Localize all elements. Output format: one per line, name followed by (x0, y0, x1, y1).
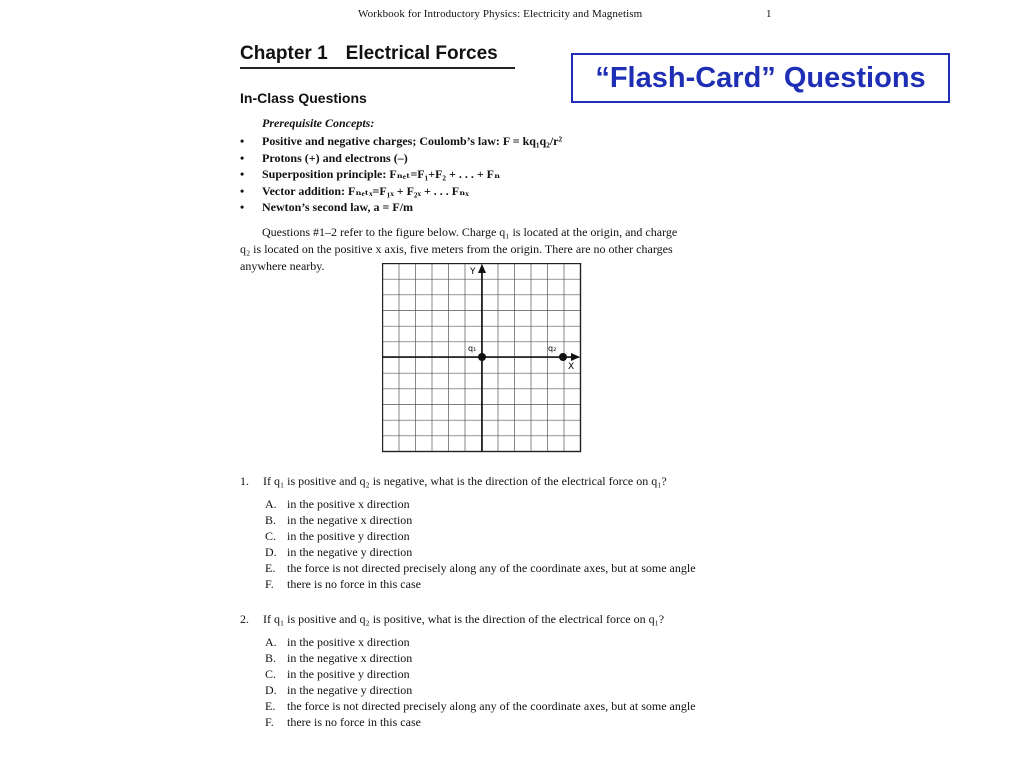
prerequisite-text: Newton’s second law, a = F/m (262, 200, 414, 214)
charge-q2 (559, 353, 567, 361)
option-text: there is no force in this case (287, 577, 421, 591)
q2-label: q₂ (548, 344, 557, 353)
charge-position-figure (382, 263, 582, 453)
prerequisite-item (240, 151, 562, 168)
prerequisite-item (240, 167, 562, 184)
answer-option[interactable] (265, 715, 696, 731)
option-text: in the negative x direction (287, 651, 413, 665)
question-number: 1. (240, 474, 249, 488)
bullet-icon: • (240, 183, 245, 198)
prerequisite-list (240, 134, 562, 217)
answer-option[interactable] (265, 513, 696, 529)
option-text: in the positive x direction (287, 635, 410, 649)
question-1-options (265, 497, 696, 593)
flash-card-label-box (571, 53, 950, 103)
question-number: 2. (240, 612, 249, 626)
option-text: in the positive y direction (287, 529, 410, 543)
option-letter: A. (265, 497, 277, 511)
bullet-icon: • (240, 150, 245, 165)
answer-option[interactable] (265, 529, 696, 545)
intro-line: q₂ is located on the positive x axis, five meters from the origin. There are no other charges (240, 242, 673, 256)
charge-q1 (478, 353, 486, 361)
prerequisite-item (240, 200, 562, 217)
q1-label: q₁ (468, 344, 477, 353)
answer-option[interactable] (265, 683, 696, 699)
chapter-title: Electrical Forces (345, 43, 498, 64)
question-2 (240, 612, 664, 627)
chapter-number: Chapter 1 (240, 43, 328, 64)
flash-card-label: “Flash-Card” Questions (595, 61, 926, 94)
option-letter: A. (265, 635, 277, 649)
option-letter: F. (265, 715, 274, 729)
answer-option[interactable] (265, 561, 696, 577)
prerequisite-text: Positive and negative charges; Coulomb’s law: F = kq₁q₂/r² (262, 134, 563, 148)
option-letter: D. (265, 683, 277, 697)
answer-option[interactable] (265, 577, 696, 593)
question-text: If q₁ is positive and q₂ is positive, what is the direction of the electrical force on q₁? (263, 612, 665, 626)
intro-line: Questions #1–2 refer to the figure below. Charge q₁ is located at the origin, and charge (262, 225, 678, 239)
option-text: in the positive x direction (287, 497, 410, 511)
answer-option[interactable] (265, 699, 696, 715)
answer-option[interactable] (265, 497, 696, 513)
question-2-options (265, 635, 696, 731)
chapter-underline (240, 67, 515, 69)
option-text: there is no force in this case (287, 715, 421, 729)
option-text: the force is not directed precisely along any of the coordinate axes, but at some angle (287, 699, 696, 713)
page-number: 1 (766, 8, 772, 20)
option-letter: E. (265, 699, 276, 713)
option-text: the force is not directed precisely along any of the coordinate axes, but at some angle (287, 561, 696, 575)
prerequisite-text: Protons (+) and electrons (–) (262, 150, 408, 165)
prerequisite-text: Vector addition: Fₙₑₜₓ=F₁ₓ + F₂ₓ + . . . Fₙₓ (262, 183, 469, 198)
option-text: in the positive y direction (287, 667, 410, 681)
prerequisite-label: Prerequisite Concepts: (262, 116, 375, 130)
bullet-icon: • (240, 134, 245, 148)
option-letter: B. (265, 513, 277, 527)
answer-option[interactable] (265, 635, 696, 651)
option-text: in the negative x direction (287, 513, 413, 527)
workbook-header: Workbook for Introductory Physics: Electricity and Magnetism (358, 8, 643, 20)
option-text: in the negative y direction (287, 683, 413, 697)
bullet-icon: • (240, 167, 245, 181)
prerequisite-item (240, 134, 562, 151)
y-axis-label: Y (470, 267, 476, 277)
answer-option[interactable] (265, 545, 696, 561)
option-letter: B. (265, 651, 277, 665)
option-letter: F. (265, 577, 274, 591)
answer-option[interactable] (265, 651, 696, 667)
option-letter: D. (265, 545, 277, 559)
option-letter: E. (265, 561, 276, 575)
chapter-heading (240, 43, 498, 65)
prerequisite-text: Superposition principle: Fₙₑₜ=F₁+F₂ + . . . + Fₙ (262, 167, 501, 181)
option-text: in the negative y direction (287, 545, 413, 559)
answer-option[interactable] (265, 667, 696, 683)
prerequisite-item (240, 184, 562, 201)
intro-line: anywhere nearby. (240, 259, 325, 273)
question-text: If q₁ is positive and q₂ is negative, what is the direction of the electrical force on q₁? (263, 474, 667, 488)
section-title: In-Class Questions (240, 90, 367, 106)
option-letter: C. (265, 667, 277, 681)
bullet-icon: • (240, 200, 245, 214)
question-1 (240, 474, 667, 489)
option-letter: C. (265, 529, 277, 543)
x-axis-label: X (568, 362, 575, 372)
